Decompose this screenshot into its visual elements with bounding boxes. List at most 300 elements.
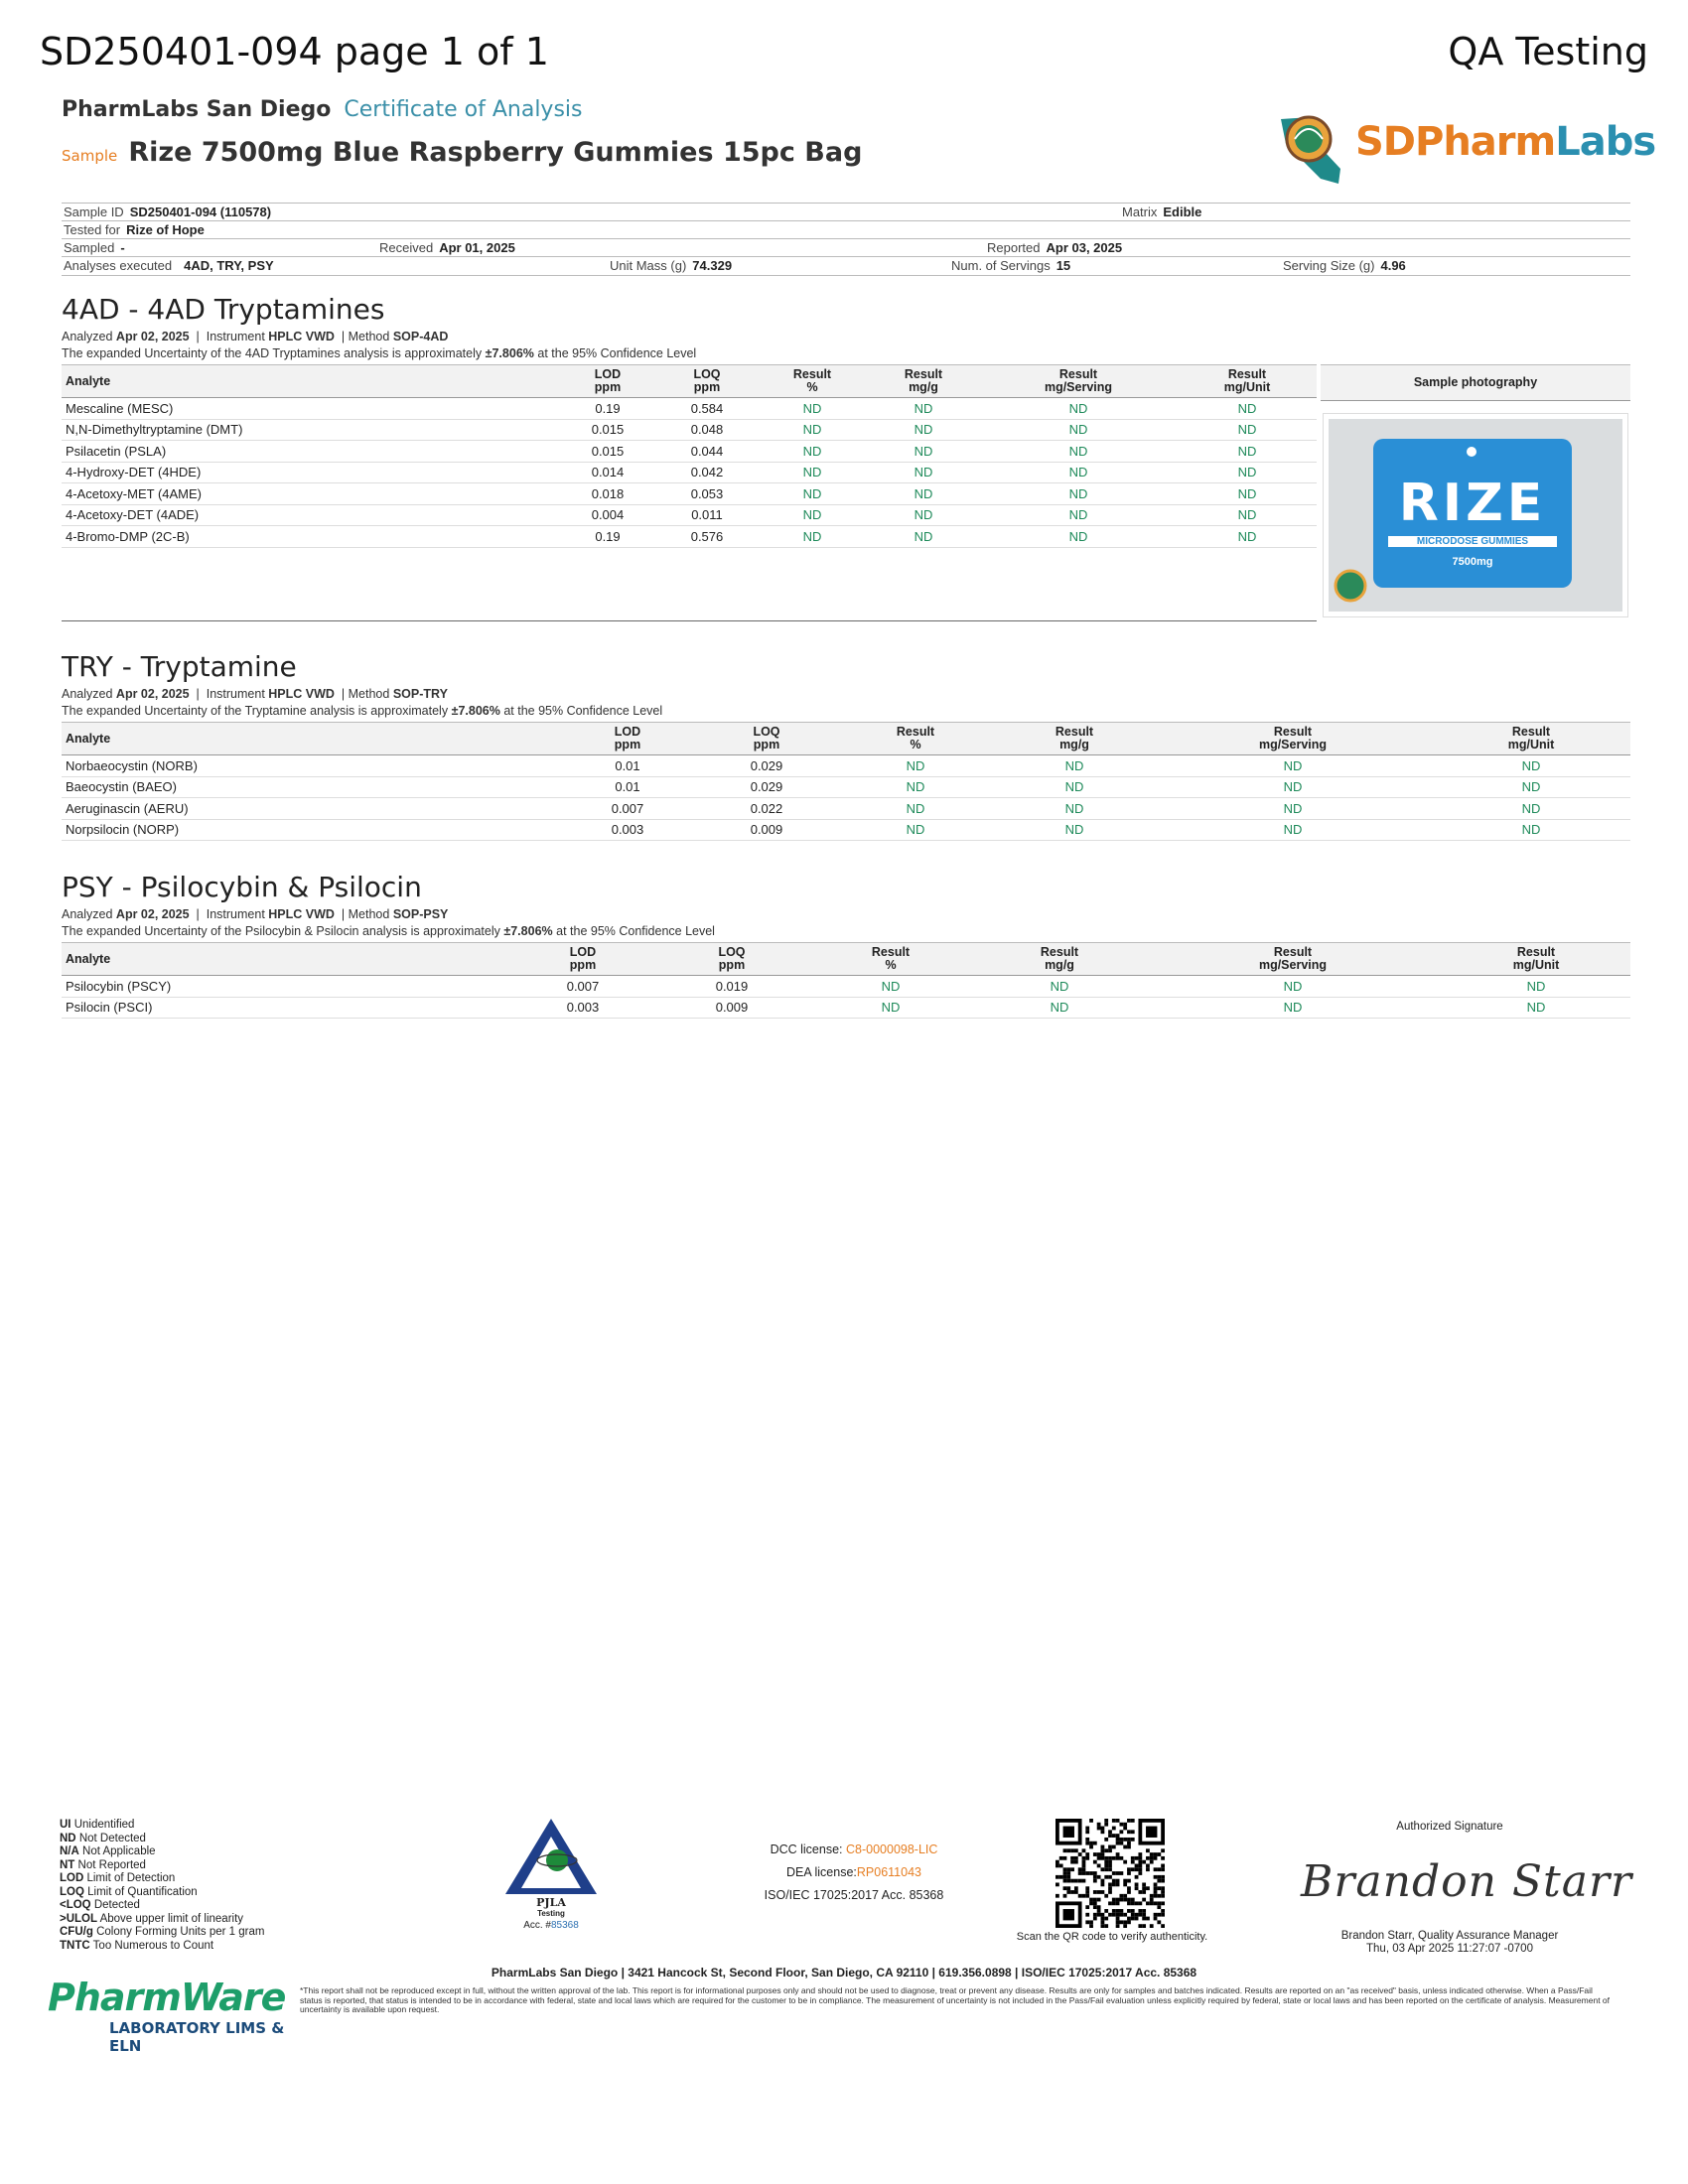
analyte-cell: N,N-Dimethyltryptamine (DMT) [62,419,558,441]
table-row [62,776,1630,798]
value-cell: ND [757,419,868,441]
legend-item [60,1845,264,1859]
doc-type: Certificate of Analysis [344,97,583,122]
value-cell: ND [979,419,1178,441]
value-cell: ND [979,441,1178,463]
legend-abbr: NT [60,1858,75,1871]
value-cell: ND [1432,798,1630,820]
value-cell: ND [1432,755,1630,777]
pjla-accreditation [501,1817,601,1936]
received-date: Apr 01, 2025 [439,240,515,255]
result-pct-header [757,365,868,398]
value-cell: ND [1178,504,1317,526]
header-line-2: mg/g [909,380,938,394]
header-line-2: ppm [614,738,641,751]
analyzed-label: Analyzed [62,907,113,921]
value-cell: ND [836,798,995,820]
value-cell: ND [979,504,1178,526]
sample-id-label: Sample ID [64,205,124,219]
value-cell: 0.009 [657,997,806,1019]
reported-date: Apr 03, 2025 [1046,240,1123,255]
header-line-1: Result [1040,945,1079,959]
value-cell: ND [979,462,1178,483]
pjla-sub: Testing [537,1909,565,1918]
value-cell: 0.19 [558,526,657,548]
lod-header [558,365,657,398]
uncertainty-text: The expanded Uncertainty of the Tryptamine analysis is approximately [62,704,449,718]
legend-meaning: Limit of Quantification [87,1885,198,1898]
dea-number: RP0611043 [856,1865,921,1879]
header-line-1: Result [896,725,935,739]
uncertainty-text: The expanded Uncertainty of the Psilocybin & Psilocin analysis is approximately [62,924,500,938]
header-line-1: Result [1516,945,1556,959]
value-cell: 0.007 [558,798,697,820]
uncertainty-psy [62,924,715,938]
method-label: Method [348,330,390,343]
legend-item [60,1913,264,1927]
table-body [62,398,1317,548]
header-line-1: LOD [594,367,622,381]
sdpharmlabs-logo [1271,99,1656,191]
result-unit-header [1178,365,1317,398]
table-row [62,441,1317,463]
legend-abbr: CFU/g [60,1926,93,1938]
legend-item [60,1940,264,1954]
table-row [62,419,1317,441]
logo-sd: SD [1355,119,1416,165]
value-cell: ND [806,976,975,998]
results-table-4ad [62,364,1317,548]
legend-item [60,1926,264,1940]
section-meta-try: Analyzed Apr 02, 2025 | Instrument HPLC VWD | Method SOP-TRY [62,687,448,701]
lod-header [508,943,657,976]
result-unit-header [1442,943,1630,976]
uncertainty-4ad [62,346,696,360]
info-row-dates [62,238,1630,257]
value-cell: 0.01 [558,776,697,798]
uncertainty-value: ±7.806% [503,924,553,938]
method-label: Method [348,687,390,701]
value-cell: 0.584 [657,398,757,420]
header-line-1: Result [1511,725,1551,739]
licenses-block [735,1839,973,1907]
result-mgg-header [995,723,1154,755]
legend-abbr: ND [60,1832,76,1844]
header-line-1: LOD [614,725,641,739]
value-cell: ND [1178,398,1317,420]
lab-name: PharmLabs San Diego [62,97,332,122]
header-line-2: mg/Unit [1512,958,1560,972]
header-line-2: % [910,738,921,751]
lod-header [558,723,697,755]
legend-abbr: LOD [60,1872,84,1884]
table-row [62,398,1317,420]
pharmware-logo [48,1976,286,2055]
analyte-cell: 4-Bromo-DMP (2C-B) [62,526,558,548]
value-cell: ND [1442,997,1630,1019]
table-body [62,976,1630,1019]
matrix-label: Matrix [1122,205,1158,219]
legend-item [60,1886,264,1900]
tested-for: Rize of Hope [126,222,205,237]
value-cell: 0.004 [558,504,657,526]
signature-date: Thu, 03 Apr 2025 11:27:07 -0700 [1366,1943,1533,1955]
uncertainty-try [62,704,662,718]
section-title-4ad: 4AD - 4AD Tryptamines [62,293,385,326]
instrument-label: Instrument [206,687,265,701]
header-line-1: Result [904,367,943,381]
legend-meaning: Not Reported [77,1858,146,1871]
instrument-value: HPLC VWD [268,687,335,701]
value-cell: ND [868,483,979,505]
analyte-header: Analyte [62,723,558,755]
logo-wordmark [1355,119,1655,165]
qa-testing-label: QA Testing [1448,30,1648,73]
value-cell: ND [1154,798,1432,820]
legend-meaning: Too Numerous to Count [92,1939,214,1952]
uncertainty-suffix: at the 95% Confidence Level [503,704,663,718]
value-cell: 0.009 [697,819,836,841]
uncertainty-value: ±7.806% [485,346,534,360]
analyte-cell: Baeocystin (BAEO) [62,776,558,798]
result-pct-header [806,943,975,976]
loq-header [657,365,757,398]
table-row [62,976,1630,998]
sample-name: Rize 7500mg Blue Raspberry Gummies 15pc Bag [128,137,863,168]
footer-disclaimer: *This report shall not be reproduced except in full, without the written approval of the lab. This report is for informational purposes only and should not be used to diagnose, treat or prevent any disease. Results are only for samples and batches indicated. Results are reported on an "as received" basis, unless indicated otherwise. When a Pass/Fail status is reported, that status is intended to be in accordance with federal, state and local laws which are required for the customer to be in compliance. The measurement of uncertainty is not included in the Pass/Fail evaluation unless explicitly required by federal, state or local laws and has been reported on the certificate of analysis. Measurement of uncertainty is available upon request. [300,1985,1611,2014]
legend-item [60,1899,264,1913]
header-line-2: mg/Serving [1258,958,1328,972]
value-cell: 0.19 [558,398,657,420]
header-line-1: Result [1273,725,1313,739]
dea-license [735,1861,973,1884]
value-cell: 0.007 [508,976,657,998]
value-cell: 0.011 [657,504,757,526]
result-mgg-header [868,365,979,398]
uncertainty-value: ±7.806% [451,704,500,718]
header-row [62,723,1630,755]
header-line-2: ppm [753,738,780,751]
table-body [62,755,1630,841]
serving-size-label: Serving Size (g) [1283,258,1375,273]
table-row [62,819,1630,841]
pharmware-subtitle: LABORATORY LIMS & ELN [109,2019,285,2055]
qr-caption: Scan the QR code to verify authenticity. [1016,1931,1208,1943]
legend-meaning: Not Detected [78,1832,146,1844]
legend-abbr: TNTC [60,1939,90,1952]
value-cell: ND [1178,462,1317,483]
table-row [62,526,1317,548]
analyte-cell: Aeruginascin (AERU) [62,798,558,820]
results-table-psy [62,942,1630,1019]
analyte-cell: Psilacetin (PSLA) [62,441,558,463]
legend-meaning: Unidentified [73,1819,135,1831]
value-cell: 0.029 [697,755,836,777]
pjla-acc-label: Acc. # [523,1920,551,1931]
value-cell: ND [868,419,979,441]
legend-meaning: Limit of Detection [86,1872,176,1884]
analyses-label: Analyses executed [64,258,173,273]
header-line-1: LOQ [753,725,780,739]
value-cell: ND [1432,819,1630,841]
value-cell: ND [868,441,979,463]
instrument-label: Instrument [206,330,265,343]
dcc-label: DCC license: [770,1843,843,1856]
value-cell: 0.003 [508,997,657,1019]
footer-address: PharmLabs San Diego | 3421 Hancock St, Second Floor, San Diego, CA 92110 | 619.356.0898 | ISO/IEC 17025:2017 Acc. 85368 [491,1966,1197,1979]
header-row [62,943,1630,976]
header-line-1: Result [792,367,832,381]
value-cell: ND [836,755,995,777]
tested-for-label: Tested for [64,222,121,237]
header-line-2: % [806,380,818,394]
legend-item [60,1859,264,1873]
result-serving-header [979,365,1178,398]
legend-meaning: Colony Forming Units per 1 gram [96,1926,265,1938]
value-cell: ND [1178,419,1317,441]
value-cell: 0.022 [697,798,836,820]
sample-tag: Sample [62,147,118,165]
value-cell: 0.01 [558,755,697,777]
header-line-1: Result [871,945,911,959]
info-row-sample-id [62,203,1630,221]
servings-value: 15 [1055,258,1071,273]
table-header [62,943,1630,976]
dcc-number: C8-0000098-LIC [846,1843,938,1856]
value-cell: ND [868,398,979,420]
instrument-label: Instrument [206,907,265,921]
analyte-cell: 4-Acetoxy-DET (4ADE) [62,504,558,526]
sample-title-line [62,137,862,168]
california-seal-icon [1271,99,1360,191]
header-line-2: mg/Unit [1507,738,1555,751]
loq-header [657,943,806,976]
legend-abbr: LOQ [60,1885,84,1898]
method-label: Method [348,907,390,921]
loq-header [697,723,836,755]
analyzed-date: Apr 02, 2025 [115,330,190,343]
dea-label: DEA license: [786,1865,857,1879]
legend-meaning: Detected [93,1899,140,1911]
header-line-1: Result [1273,945,1313,959]
sampled-label: Sampled [64,240,115,255]
pharmware-wordmark: PharmWare [48,1976,286,2019]
value-cell: 0.044 [657,441,757,463]
instrument-value: HPLC VWD [268,330,335,343]
signature-heading: Authorized Signature [1396,1821,1503,1833]
header-line-1: Result [1227,367,1267,381]
table-row [62,798,1630,820]
value-cell: ND [836,776,995,798]
legend-item [60,1819,264,1833]
value-cell: ND [1178,483,1317,505]
result-serving-header [1144,943,1442,976]
value-cell: ND [757,398,868,420]
analyte-header: Analyte [62,365,558,398]
table-row [62,755,1630,777]
pjla-name: PJLA [536,1896,566,1909]
value-cell: ND [757,526,868,548]
value-cell: ND [979,526,1178,548]
value-cell: ND [806,997,975,1019]
sample-id: SD250401-094 (110578) [129,205,272,219]
value-cell: ND [1154,819,1432,841]
section-meta-4ad: Analyzed Apr 02, 2025 | Instrument HPLC VWD | Method SOP-4AD [62,330,449,343]
value-cell: ND [1154,776,1432,798]
dcc-license [735,1839,973,1861]
header-line-2: mg/Serving [1044,380,1113,394]
value-cell: 0.042 [657,462,757,483]
method-value: SOP-PSY [392,907,449,921]
value-cell: ND [995,819,1154,841]
signature-image: Brandon Starr [1301,1856,1633,1907]
section-meta-psy: Analyzed Apr 02, 2025 | Instrument HPLC VWD | Method SOP-PSY [62,907,449,921]
value-cell: ND [975,976,1144,998]
analyte-cell: Norpsilocin (NORP) [62,819,558,841]
doc-page-label: SD250401-094 page 1 of 1 [40,30,549,73]
pjla-acc-number: 85368 [550,1920,579,1931]
section-title-psy: PSY - Psilocybin & Psilocin [62,871,422,903]
value-cell: ND [1442,976,1630,998]
legend-abbr: <LOQ [60,1899,91,1911]
info-row-analyses [62,256,1630,276]
value-cell: ND [757,504,868,526]
header-line-2: mg/Serving [1258,738,1328,751]
result-pct-header [836,723,995,755]
value-cell: 0.015 [558,419,657,441]
bag-hang-hole [1467,447,1477,457]
value-cell: 0.018 [558,483,657,505]
analyte-header: Analyte [62,943,508,976]
matrix-value: Edible [1163,205,1202,219]
analyte-cell: Mescaline (MESC) [62,398,558,420]
analyte-cell: Norbaeocystin (NORB) [62,755,558,777]
value-cell: ND [1178,441,1317,463]
instrument-value: HPLC VWD [268,907,335,921]
signer-title: Brandon Starr, Quality Assurance Manager [1340,1930,1559,1942]
header-line-2: ppm [569,958,597,972]
result-mgg-header [975,943,1144,976]
qr-code-icon[interactable] [1055,1819,1165,1928]
received-label: Received [379,240,434,255]
value-cell: ND [995,798,1154,820]
method-value: SOP-TRY [392,687,448,701]
result-unit-header [1432,723,1630,755]
results-table-try [62,722,1630,841]
value-cell: ND [995,776,1154,798]
sampled-value: - [120,240,125,255]
value-cell: ND [1144,997,1442,1019]
header-line-2: mg/g [1045,958,1074,972]
lab-title-line [62,97,582,122]
unit-mass: 74.329 [692,258,733,273]
header-line-1: LOQ [693,367,721,381]
header-line-1: Result [1055,725,1094,739]
value-cell: ND [1178,526,1317,548]
table-row [62,462,1317,483]
value-cell: ND [757,462,868,483]
header-line-2: % [885,958,897,972]
header-line-1: LOD [569,945,597,959]
analyses-value: 4AD, TRY, PSY [184,258,274,273]
legend-item [60,1872,264,1886]
table-row [62,483,1317,505]
legend-meaning: Above upper limit of linearity [99,1912,244,1925]
servings-label: Num. of Servings [951,258,1051,273]
method-value: SOP-4AD [392,330,449,343]
uncertainty-text: The expanded Uncertainty of the 4AD Tryptamines analysis is approximately [62,346,483,360]
value-cell: ND [868,462,979,483]
value-cell: ND [975,997,1144,1019]
header-line-2: ppm [594,380,622,394]
analyte-cell: Psilocin (PSCI) [62,997,508,1019]
result-serving-header [1154,723,1432,755]
value-cell: ND [979,483,1178,505]
uncertainty-suffix: at the 95% Confidence Level [537,346,697,360]
value-cell: ND [868,526,979,548]
pjla-triangle-icon [501,1817,601,1898]
analyte-cell: 4-Hydroxy-DET (4HDE) [62,462,558,483]
iso-line: ISO/IEC 17025:2017 Acc. 85368 [764,1888,944,1902]
analyzed-label: Analyzed [62,687,113,701]
header-line-2: ppm [693,380,721,394]
legend-abbr: N/A [60,1845,79,1857]
value-cell: ND [995,755,1154,777]
value-cell: ND [1144,976,1442,998]
header-line-2: mg/Unit [1223,380,1271,394]
photo-inner [1329,419,1622,612]
analyte-cell: Psilocybin (PSCY) [62,976,508,998]
serving-size: 4.96 [1380,258,1406,273]
header-row [62,365,1317,398]
value-cell: 0.029 [697,776,836,798]
legend-item [60,1833,264,1846]
legend-abbr: UI [60,1819,71,1831]
bag-strength: 7500mg [1452,556,1493,568]
reported-label: Reported [987,240,1041,255]
photo-heading: Sample photography [1321,364,1630,401]
section-divider [62,620,1317,621]
value-cell: ND [757,483,868,505]
analyte-cell: 4-Acetoxy-MET (4AME) [62,483,558,505]
uncertainty-suffix: at the 95% Confidence Level [556,924,715,938]
logo-labs: Labs [1555,119,1656,165]
table-header [62,723,1630,755]
bag-product-line: MICRODOSE GUMMIES [1388,536,1557,547]
table-row [62,504,1317,526]
sample-photo [1323,413,1628,617]
table-row [62,997,1630,1019]
header-line-2: ppm [718,958,746,972]
value-cell: 0.014 [558,462,657,483]
value-cell: 0.576 [657,526,757,548]
analyzed-date: Apr 02, 2025 [115,907,190,921]
abbreviation-legend [60,1819,264,1953]
table-header [62,365,1317,398]
value-cell: 0.015 [558,441,657,463]
logo-pharm: Pharm [1415,119,1556,165]
legend-abbr: >ULOL [60,1912,98,1925]
value-cell: 0.048 [657,419,757,441]
header-line-2: mg/g [1059,738,1089,751]
bag-brand: RIZE [1398,474,1547,533]
section-title-try: TRY - Tryptamine [62,650,297,683]
value-cell: ND [979,398,1178,420]
value-cell: 0.003 [558,819,697,841]
value-cell: ND [868,504,979,526]
value-cell: ND [1432,776,1630,798]
watermark-seal-icon [1333,568,1368,604]
